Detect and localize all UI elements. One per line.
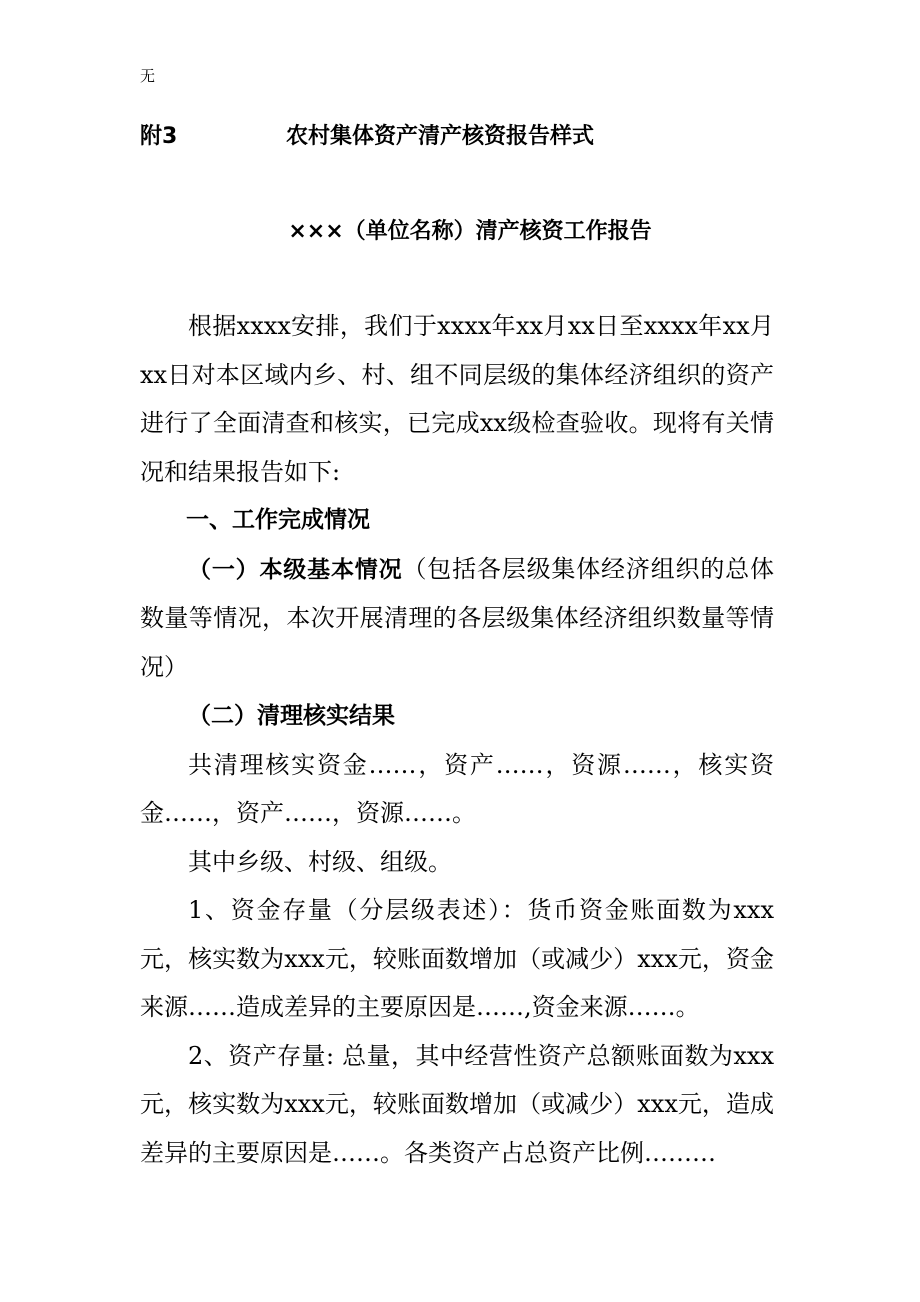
levels-paragraph: 其中乡级、村级、组级。 [188,847,452,876]
intro-paragraph: 根据xxxx安排，我们于xxxx年xx月xx日至xxxx年xx月xx日对本区域内乡、村、组不同层级的集体经济组织的资产进行了全面清查和核实，已完成xx级检查验收。现将有关情况和结果报告如下: [140,312,774,486]
verification-results-heading: （二）清理核实结果 [188,703,395,729]
basic-situation-heading: （一）本级基本情况 [188,556,403,583]
verification-results-paragraph [140,691,774,741]
basic-situation-text: （包括各层级集体经济组织的总体数量等情况，本次开展清理的各层级集体经济组织数量等情况） [140,554,775,681]
attachment-number: 附3 [140,124,178,149]
report-title: ×××（单位名称）清产核资工作报告 [288,219,652,244]
verification-summary-paragraph: 共清理核实资金……，资产……，资源……，核实资金……，资产……，资源……。 [140,750,774,827]
basic-situation-paragraph [140,545,774,692]
report-body [140,302,774,1177]
header-mark: 无 [140,67,156,85]
section-heading-work-completion: 一、工作完成情况 [186,507,370,533]
fund-stock-paragraph: 1、资金存量（分层级表述）：货币资金账面数为xxx元，核实数为xxx元，较账面数增加（或减少）xxx元，资金来源……造成差异的主要原因是……,资金来源……。 [140,896,774,1021]
attachment-title: 农村集体资产清产核资报告样式 [286,124,595,149]
asset-stock-paragraph: 2、资产存量: 总量，其中经营性资产总额账面数为xxx元，核实数为xxx元，较账面数增加（或减少）xxx元，造成差异的主要原因是……。各类资产占总资产比例……… [140,1041,774,1167]
